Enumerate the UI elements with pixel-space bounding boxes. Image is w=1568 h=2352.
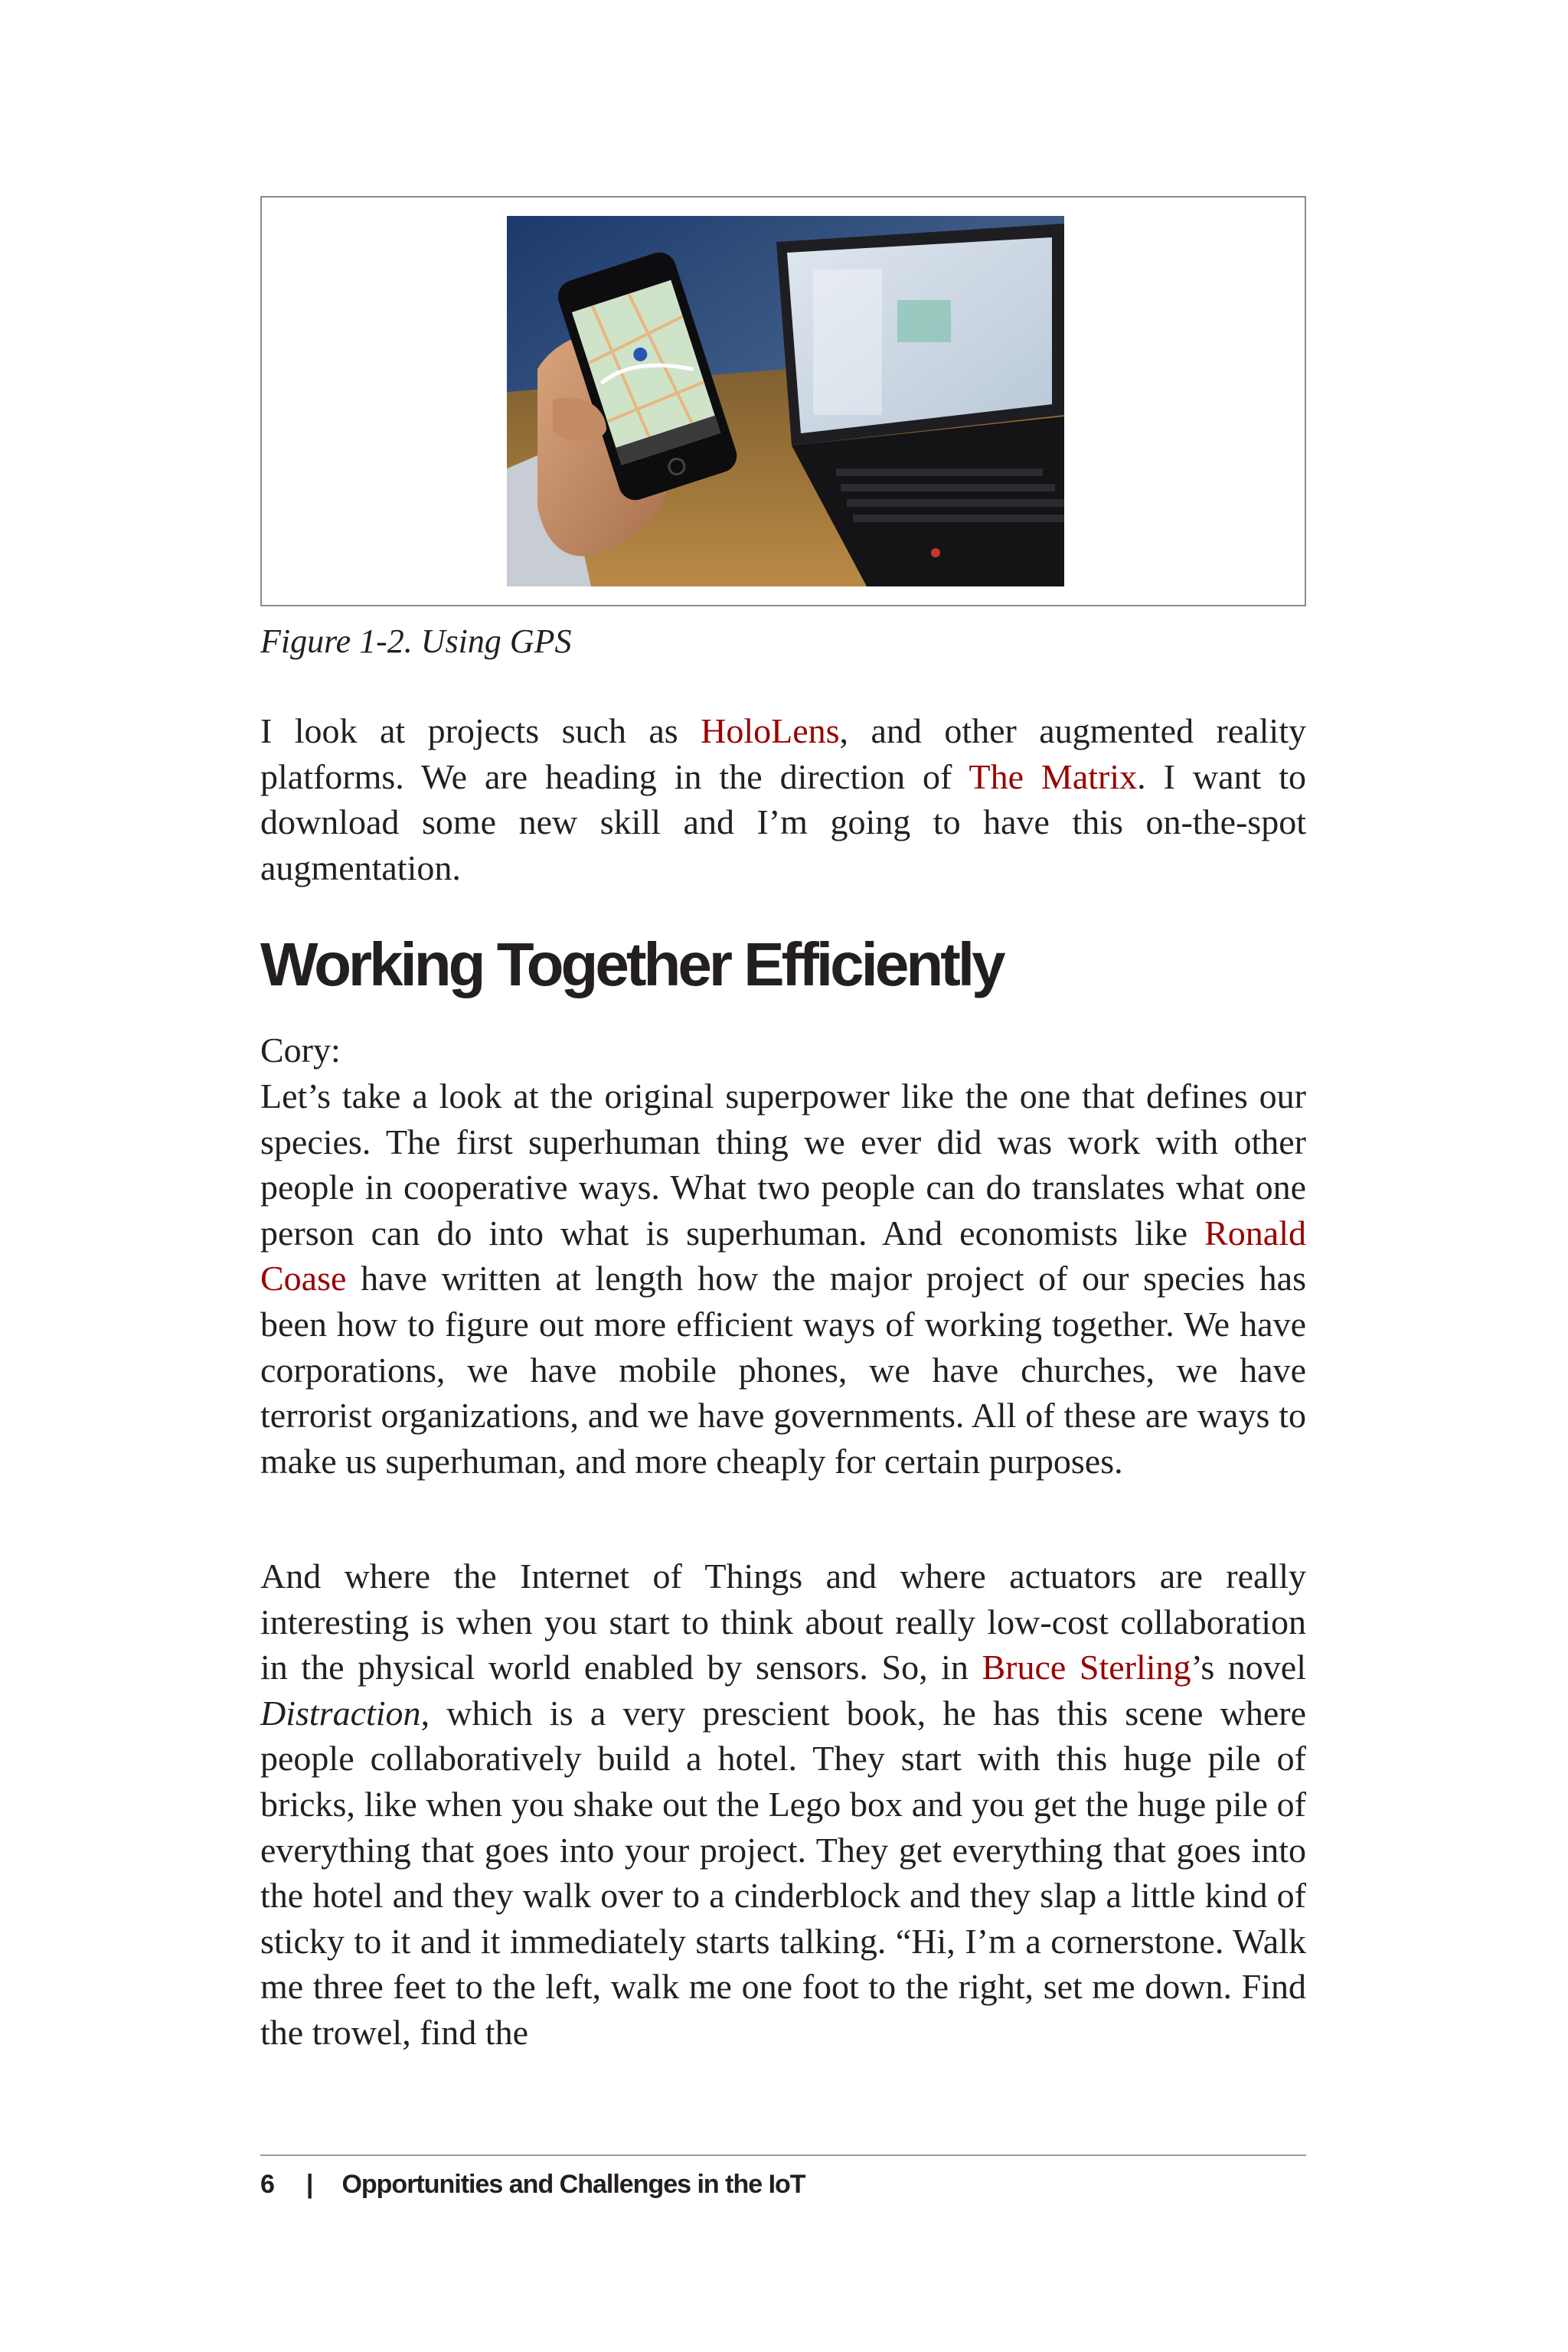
paragraph-hololens — [260, 708, 1306, 890]
page-footer — [260, 2165, 805, 2203]
footer-separator: | — [305, 2170, 313, 2199]
paragraph-text: . I want to download some new skill and I’m going to have this on-the-spot augmentation. — [260, 756, 1307, 887]
footer-divider — [260, 2154, 1306, 2156]
link-ronald-coase[interactable]: Ronald Coase — [260, 1213, 1306, 1298]
paragraph-text: , and other augmented reality platforms. We are heading in the direction of — [260, 711, 1306, 796]
paragraph-text: Let’s take a look at the original superpower like the one that defines our species. The first superhuman thing we ever did was work with other people in cooperative ways. What two people can do translates what one person can do into what is superhuman. And economists like — [260, 1076, 1306, 1253]
paragraph-text: have written at length how the major project of our species has been how to figure out more efficient ways of working together. We have corporations, we have mobile phones, we have churches, we have terrorist organizations, and we have governments. All of these are ways to make us superhuman, and more cheaply for certain purposes. — [260, 1259, 1306, 1481]
page-number: 6 — [260, 2170, 274, 2199]
figure-caption: Figure 1-2. Using GPS — [260, 622, 572, 660]
figure-frame — [260, 196, 1306, 606]
paragraph-text: ’s novel — [1191, 1648, 1306, 1687]
speaker-label: Cory: — [260, 1031, 341, 1070]
photo-phone-gps-map — [507, 216, 1064, 586]
paragraph-text: , which is a very prescient book, he has this scene where people collaboratively build a hotel. They start with this huge pile of bricks, like when you shake out the Lego box and you get the huge pile of everything that goes into your project. They get everything that goes into the hotel and they walk over to a cinderblock and they slap a little kind of sticky to it and it immediately starts talking. “Hi, I’m a cornerstone. Walk me three feet to the left, walk me one foot to the right, set me down. Find the trowel, find the — [260, 1693, 1306, 2052]
link-the-matrix[interactable]: The Matrix — [969, 756, 1138, 796]
link-bruce-sterling[interactable]: Bruce Sterling — [982, 1648, 1191, 1687]
paragraph-text: I look at projects such as — [260, 711, 701, 750]
chapter-title: Opportunities and Challenges in the IoT — [341, 2170, 805, 2199]
section-heading: Working Together Efficiently — [260, 930, 1003, 998]
book-title-distraction: Distraction — [260, 1693, 421, 1733]
paragraph-superpower — [260, 1073, 1306, 1484]
book-page — [260, 0, 1306, 2352]
paragraph-internet-of-things — [260, 1553, 1306, 2056]
link-hololens[interactable]: HoloLens — [701, 711, 840, 750]
paragraph-text: And where the Internet of Things and where actuators are really interesting is when you start to think about really low-cost collaboration in the physical world enabled by sensors. So, in — [260, 1557, 1306, 1687]
